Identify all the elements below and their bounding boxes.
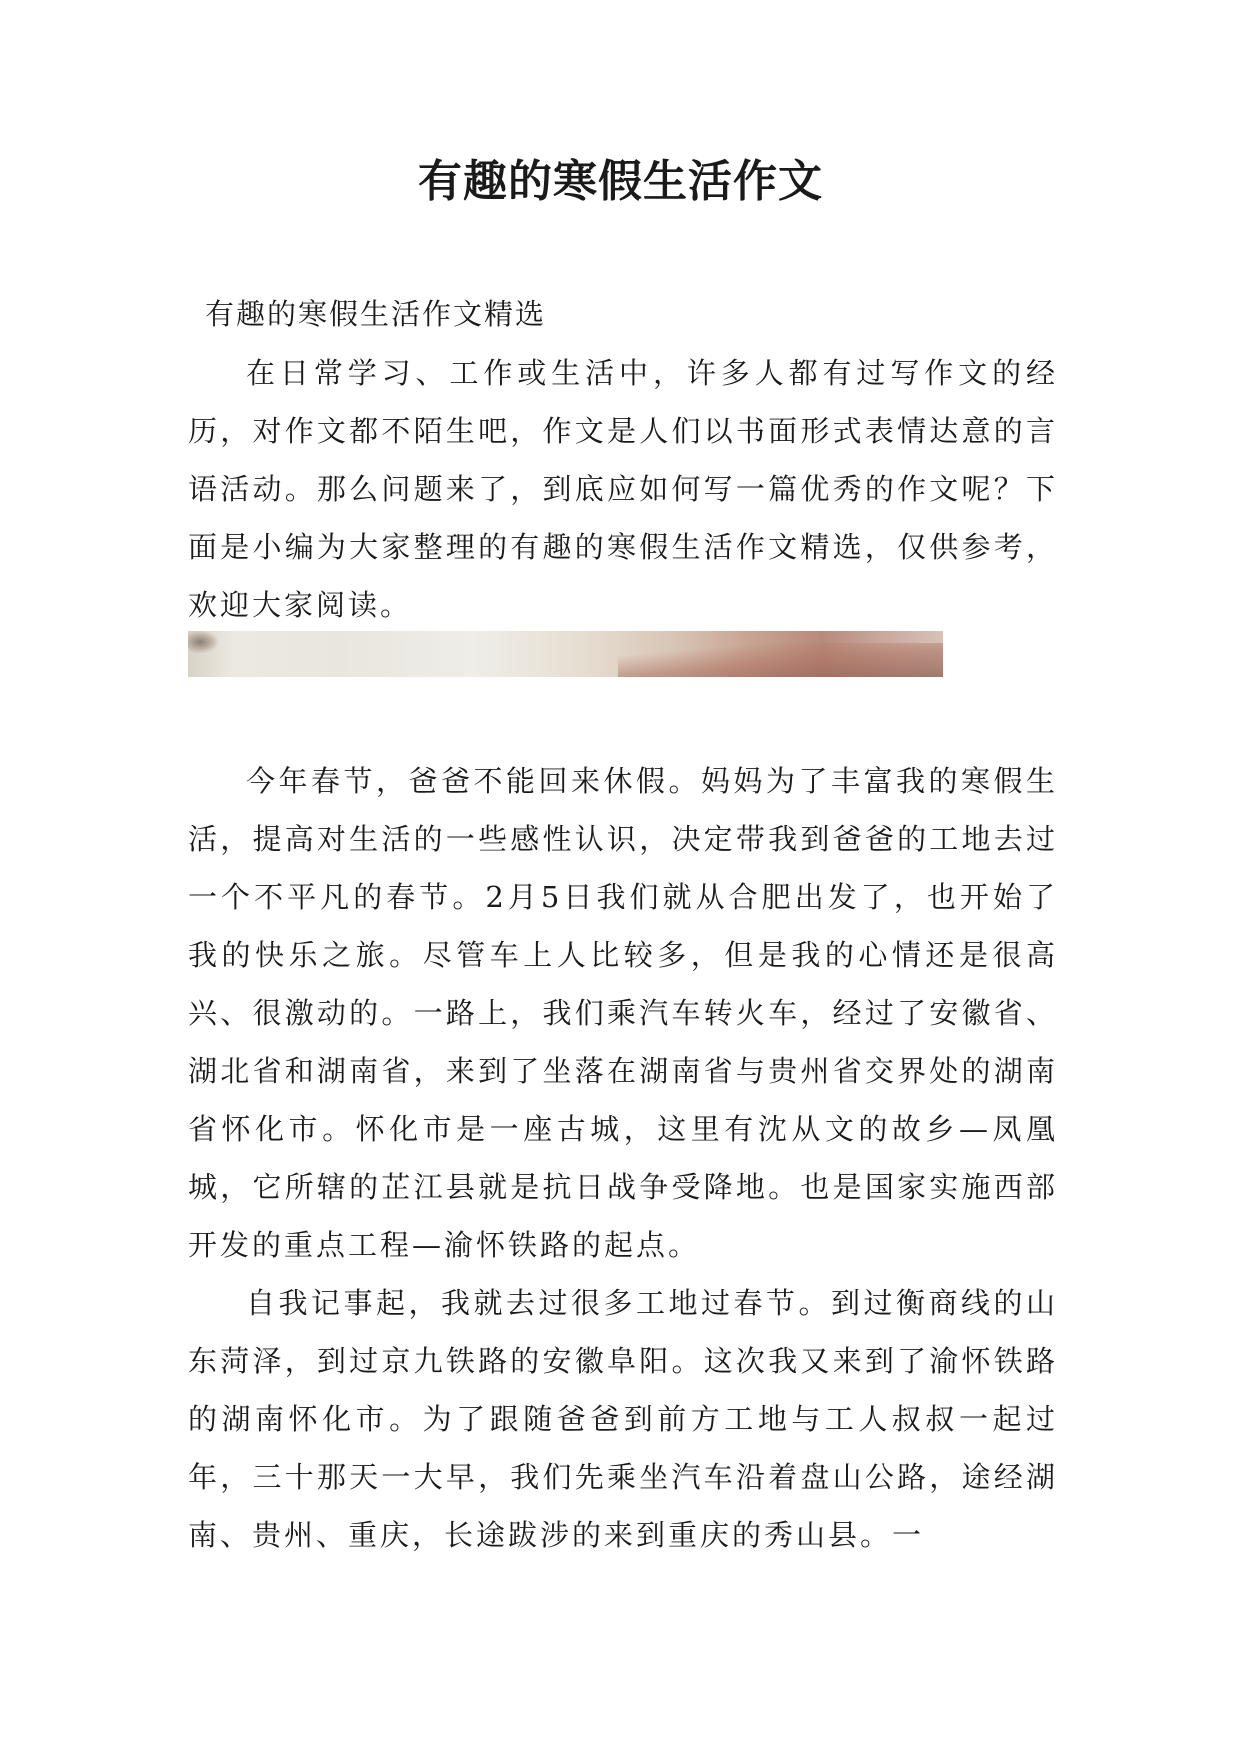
story-section — [188, 752, 1058, 1564]
document-title: 有趣的寒假生活作文 — [418, 156, 823, 207]
story-paragraph: 今年春节，爸爸不能回来休假。妈妈为了丰富我的寒假生活，提高对生活的一些感性认识，决定带我到爸爸的工地去过一个不平凡的春节。2月5日我们就从合肥出发了，也开始了我的快乐之旅。尽管车上人比较多，但是我的心情还是很高兴、很激动的。一路上，我们乘汽车转火车，经过了安徽省、湖北省和湖南省，来到了坐落在湖南省与贵州省交界处的湖南省怀化市。怀化市是一座古城，这里有沈从文的故乡—凤凰城，它所辖的芷江县就是抗日战争受降地。也是国家实施西部开发的重点工程—渝怀铁路的起点。 — [188, 764, 1058, 1262]
document-subtitle: 有趣的寒假生活作文精选 — [205, 297, 547, 331]
story-paragraph: 自我记事起，我就去过很多工地过春节。到过衡商线的山东菏泽，到过京九铁路的安徽阜阳。这次我又来到了渝怀铁路的湖南怀化市。为了跟随爸爸到前方工地与工人叔叔一起过年，三十那天一大早，我们先乘坐汽车沿着盘山公路，途经湖南、贵州、重庆，长途跋涉的来到重庆的秀山县。一 — [188, 1286, 1058, 1552]
intro-section — [188, 344, 1058, 634]
decorative-image — [188, 631, 943, 677]
intro-paragraph: 在日常学习、工作或生活中，许多人都有过写作文的经历，对作文都不陌生吧，作文是人们以书面形式表情达意的言语活动。那么问题来了，到底应如何写一篇优秀的作文呢？下面是小编为大家整理的有趣的寒假生活作文精选，仅供参考，欢迎大家阅读。 — [188, 356, 1058, 622]
